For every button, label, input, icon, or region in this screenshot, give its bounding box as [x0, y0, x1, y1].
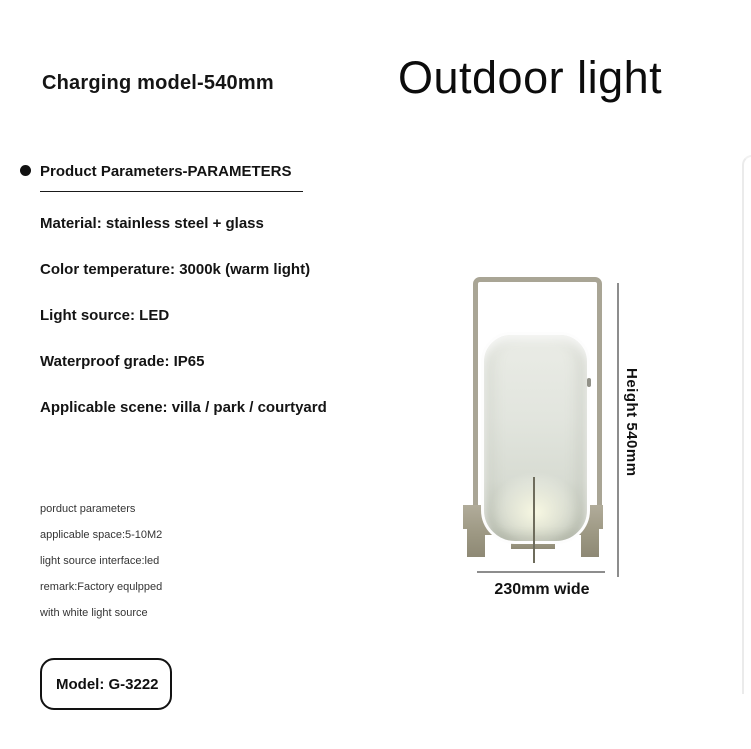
page-subtitle-model: Charging model-540mm — [42, 72, 274, 94]
lamp-center-rod — [533, 477, 535, 563]
fine-print-line: with white light source — [40, 607, 148, 619]
parameters-heading: Product Parameters-PARAMETERS — [40, 163, 292, 180]
spec-waterproof-grade: Waterproof grade: IP65 — [40, 353, 205, 370]
height-dimension-line — [617, 283, 619, 577]
spec-light-source: Light source: LED — [40, 307, 170, 324]
fine-print-line: light source interface:led — [40, 555, 160, 567]
fine-print-line: applicable space:5-10M2 — [40, 529, 163, 541]
spec-material: Material: stainless steel + glass — [40, 215, 264, 232]
spec-applicable-scene: Applicable scene: villa / park / courtyard — [40, 399, 327, 416]
width-dimension-line — [477, 571, 605, 573]
page-title: Outdoor light — [398, 52, 663, 103]
height-dimension-label: Height 540mm — [623, 368, 640, 477]
card-edge-divider — [742, 155, 751, 694]
product-figure — [440, 250, 751, 610]
glass-seam-mark — [587, 378, 591, 387]
bullet-icon — [20, 165, 31, 176]
fine-print-list — [40, 503, 162, 619]
fine-print-line: remark:Factory equlpped — [40, 581, 163, 593]
width-dimension-label: 230mm wide — [494, 581, 590, 598]
lamp-glass-shade — [481, 332, 590, 544]
fine-print-line: porduct parameters — [40, 503, 136, 515]
spec-list — [40, 216, 327, 416]
model-number-box — [40, 658, 172, 710]
model-number-label: Model: G-3222 — [56, 675, 159, 693]
heading-underline — [40, 191, 303, 192]
spec-color-temperature: Color temperature: 3000k (warm light) — [40, 261, 311, 278]
